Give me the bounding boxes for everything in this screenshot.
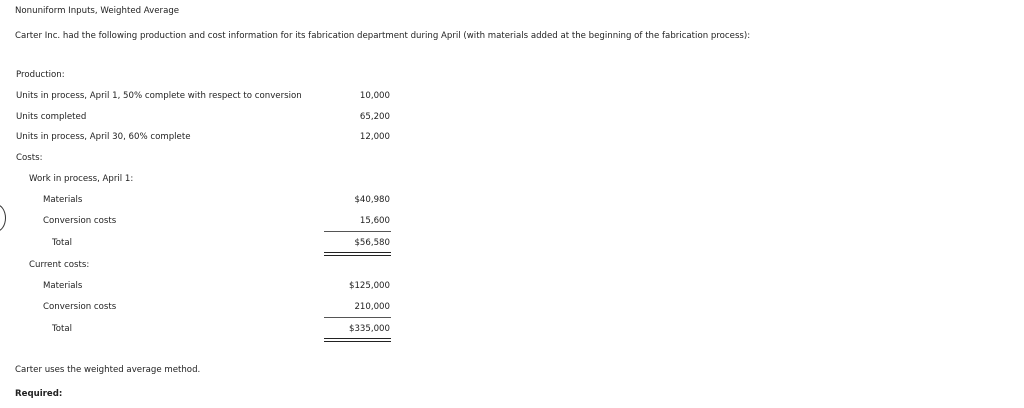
current-materials-value: $125,000 — [348, 281, 390, 291]
page-title: Nonuniform Inputs, Weighted Average — [15, 6, 180, 16]
wip-total-label: Total — [52, 238, 73, 248]
costs-heading: Costs: — [16, 153, 43, 163]
production-row-label: Units in process, April 1, 50% complete with respect to conversion — [16, 91, 302, 101]
required-heading: Required: — [15, 389, 63, 399]
wip-conversion-value: 15,600 — [359, 216, 390, 226]
current-total-value: $335,000 — [348, 324, 390, 334]
wip-materials-label: Materials — [43, 195, 83, 205]
wip-conversion-label: Conversion costs — [43, 216, 117, 226]
wip-heading: Work in process, April 1: — [29, 174, 134, 184]
production-row-value: 65,200 — [359, 112, 390, 122]
production-row-value: 12,000 — [359, 132, 390, 142]
total-double-rule — [324, 252, 391, 256]
current-conversion-value: 210,000 — [354, 302, 390, 312]
total-double-rule — [324, 338, 391, 342]
production-heading: Production: — [16, 70, 65, 80]
current-conversion-label: Conversion costs — [43, 302, 117, 312]
production-row-value: 10,000 — [359, 91, 390, 101]
production-row-label: Units in process, April 30, 60% complete — [16, 132, 191, 142]
problem-intro: Carter Inc. had the following production and cost information for its fabrication department during April (with materials added at the beginning of the fabrication process): — [15, 31, 751, 41]
subtotal-rule — [324, 231, 391, 232]
current-total-label: Total — [52, 324, 73, 334]
wip-total-value: $56,580 — [354, 238, 390, 248]
side-tab-edge — [0, 204, 6, 232]
method-note: Carter uses the weighted average method. — [15, 365, 201, 375]
current-costs-heading: Current costs: — [29, 260, 90, 270]
subtotal-rule — [324, 317, 391, 318]
wip-materials-value: $40,980 — [354, 195, 390, 205]
production-row-label: Units completed — [16, 112, 87, 122]
current-materials-label: Materials — [43, 281, 83, 291]
